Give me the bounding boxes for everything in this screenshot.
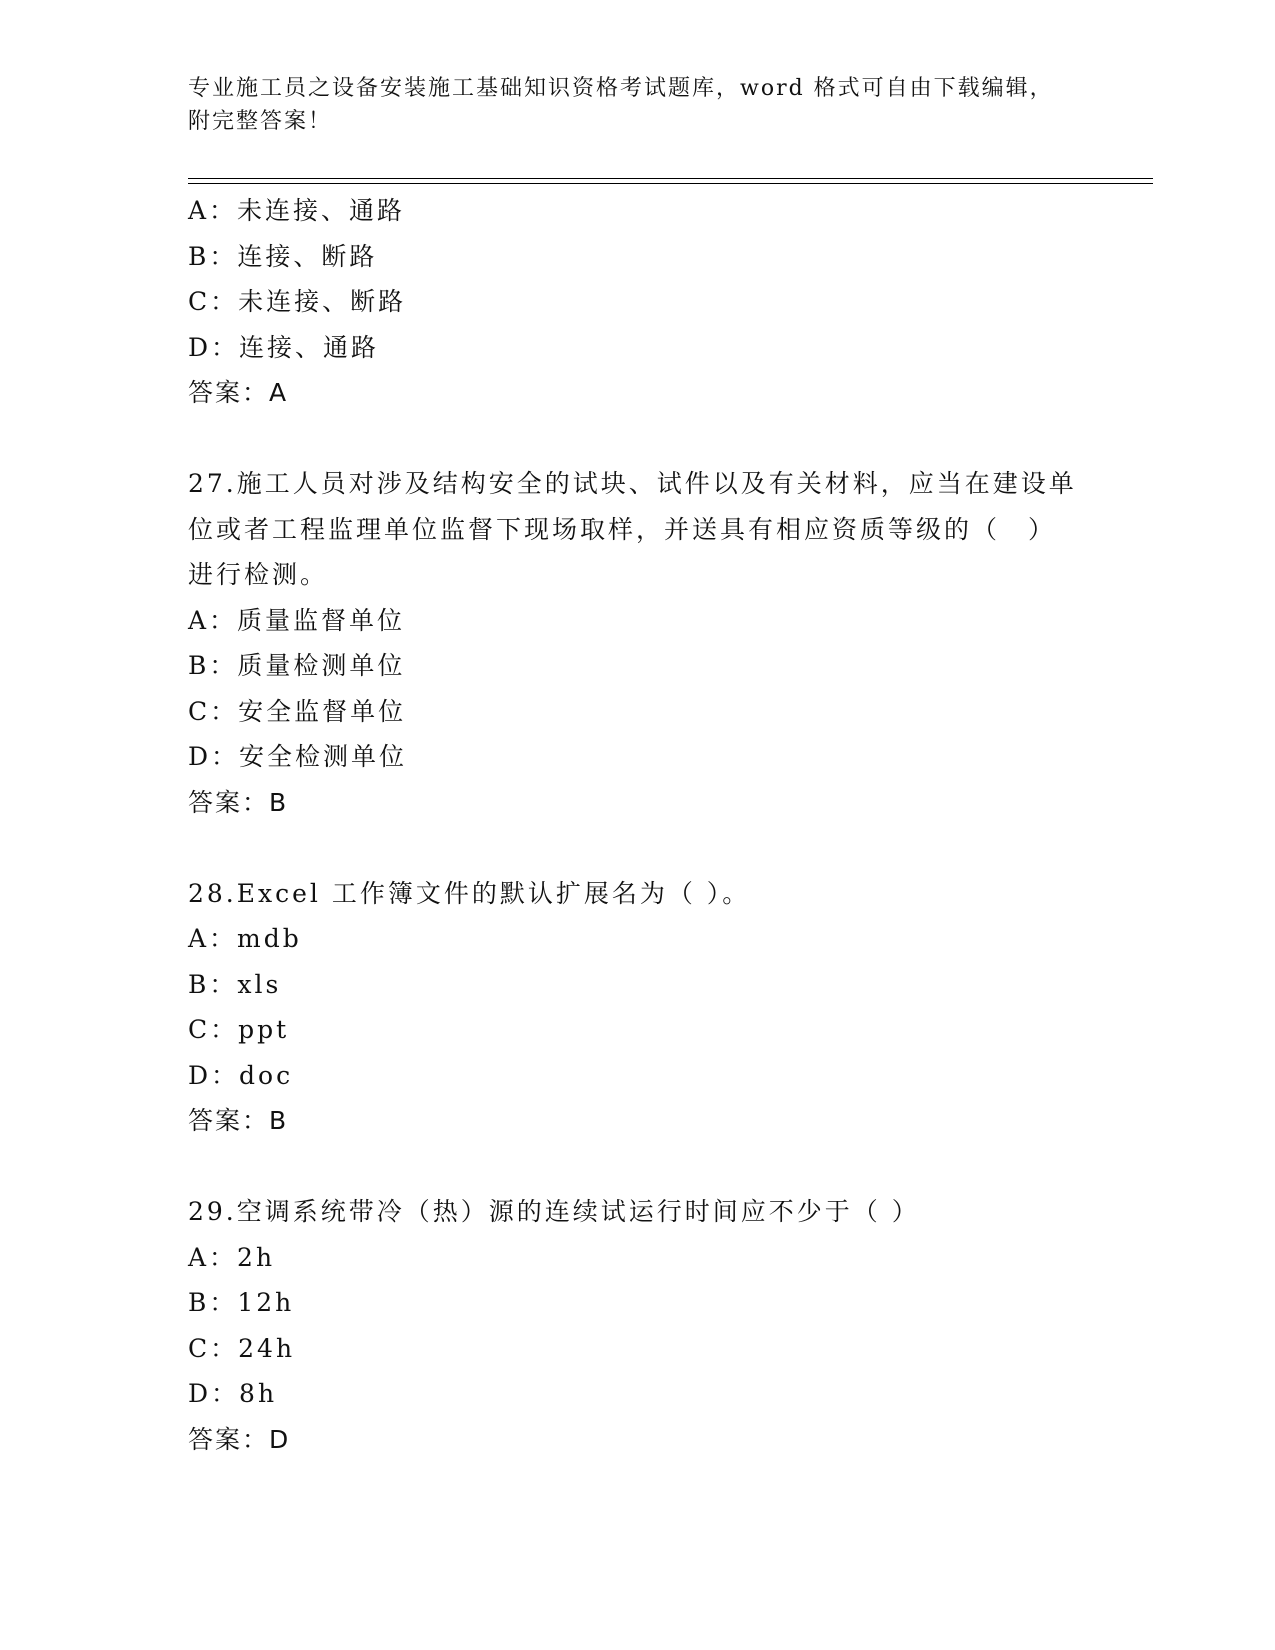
question-stem: 28.Excel 工作簿文件的默认扩展名为（ ）。 bbox=[188, 878, 751, 908]
document-header bbox=[188, 72, 1068, 138]
option-a: A：质量监督单位 bbox=[188, 605, 406, 635]
header-divider-top bbox=[188, 178, 1153, 179]
option-b: B：连接、断路 bbox=[188, 241, 378, 271]
question-29 bbox=[188, 1189, 1088, 1462]
option-c: C：未连接、断路 bbox=[188, 287, 407, 316]
option-d: D：8h bbox=[188, 1379, 278, 1408]
answer: 答案：B bbox=[188, 1106, 289, 1135]
header-line-1: 专业施工员之设备安装施工基础知识资格考试题库，word 格式可自由下载编辑， bbox=[188, 76, 1054, 101]
option-b: B：xls bbox=[188, 969, 282, 999]
question-27 bbox=[188, 461, 1088, 825]
answer: 答案：D bbox=[188, 1424, 291, 1454]
option-c: C：安全监督单位 bbox=[188, 696, 407, 726]
header-divider-bottom bbox=[188, 183, 1153, 184]
header-line-2: 附完整答案！ bbox=[188, 109, 333, 134]
question-list bbox=[188, 188, 1088, 1462]
option-b: B：质量检测单位 bbox=[188, 651, 406, 680]
option-d: D：安全检测单位 bbox=[188, 742, 408, 771]
option-a: A：2h bbox=[188, 1242, 276, 1272]
answer: 答案：A bbox=[188, 378, 289, 407]
question-stem: 27.施工人员对涉及结构安全的试块、试件以及有关材料，应当在建设单位或者工程监理单位监督下现场取样，并送具有相应资质等级的（ ）进行检测。 bbox=[188, 469, 1077, 589]
option-a: A：未连接、通路 bbox=[188, 196, 406, 225]
option-c: C：ppt bbox=[188, 1015, 290, 1044]
question-stem: 29.空调系统带冷（热）源的连续试运行时间应不少于（ ） bbox=[188, 1197, 920, 1226]
option-a: A：mdb bbox=[188, 924, 302, 953]
question-28 bbox=[188, 871, 1088, 1144]
option-d: D：doc bbox=[188, 1060, 294, 1090]
option-c: C：24h bbox=[188, 1333, 296, 1363]
answer: 答案：B bbox=[188, 787, 289, 817]
option-b: B：12h bbox=[188, 1288, 295, 1317]
question-26 bbox=[188, 188, 1088, 416]
option-d: D：连接、通路 bbox=[188, 332, 380, 362]
